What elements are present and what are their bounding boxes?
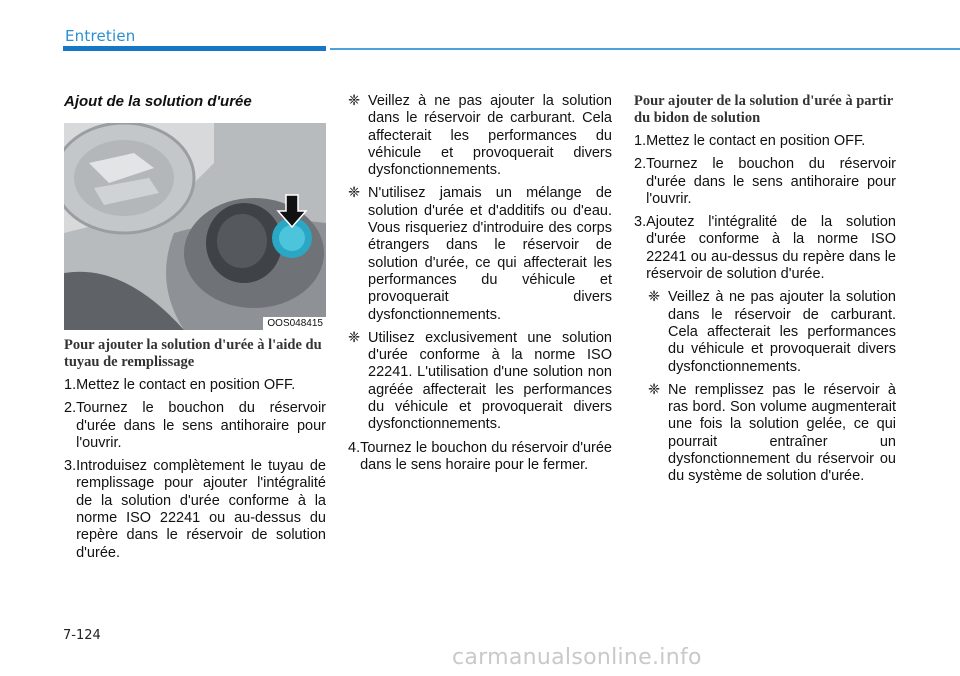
warning-bullet bbox=[648, 289, 896, 375]
column-2-body bbox=[348, 93, 612, 480]
header-bar-dark bbox=[63, 46, 326, 51]
step-number: 1. bbox=[634, 133, 647, 149]
header-bar-light bbox=[330, 48, 960, 50]
bullet-text: Veillez à ne pas ajouter la solution dans le réservoir de carburant. Cela affecterait les performances du véhicule et provoquerait divers dysfonctionnements. bbox=[368, 93, 612, 179]
col1-step-2 bbox=[64, 400, 326, 452]
fuel-door-illustration bbox=[64, 123, 326, 330]
col2-step-4 bbox=[348, 440, 612, 475]
bullet-text: Utilisez exclusivement une solution d'urée conforme à la norme ISO 22241. L'utilisation d'une solution non agréée affecterait les performances du véhicule et provoquerait divers dysfonctionnements. bbox=[368, 329, 612, 433]
bullet-icon: ❈ bbox=[348, 93, 361, 109]
column-3-subheading: Pour ajouter de la solution d'urée à partir du bidon de solution bbox=[634, 93, 893, 126]
bullet-text: N'utilisez jamais un mélange de solution d'urée et d'additifs ou d'eau. Vous risqueriez d'introduire des corps étrangers dans le réservoir de solution d'urée, ce qui affecterait les performances du véhicule et provoquerait divers dysfonctionnements. bbox=[368, 185, 612, 323]
bullet-icon: ❈ bbox=[648, 289, 661, 306]
step-text: Mettez le contact en position OFF. bbox=[646, 133, 866, 149]
step-text: Introduisez complètement le tuyau de remplissage pour ajouter l'intégralité de la solution d'urée conforme à la norme ISO 22241 ou au-dessus du repère dans le réservoir de solution d'urée. bbox=[76, 458, 326, 561]
warning-bullet bbox=[648, 382, 896, 486]
step-number: 1. bbox=[64, 377, 77, 393]
warning-bullet bbox=[348, 93, 612, 179]
step-text: Tournez le bouchon du réservoir d'urée dans le sens horaire pour le fermer. bbox=[360, 439, 612, 473]
step-number: 2. bbox=[634, 156, 647, 173]
warning-bullet bbox=[348, 330, 612, 434]
step-text: Ajoutez l'intégralité de la solution d'urée conforme à la norme ISO 22241 ou au-dessus du repère dans le réservoir de solution d'urée. bbox=[646, 214, 896, 283]
bullet-icon: ❈ bbox=[648, 381, 661, 398]
image-caption: OOS048415 bbox=[263, 317, 326, 330]
col3-step-2 bbox=[634, 156, 896, 208]
warning-bullet bbox=[348, 185, 612, 323]
watermark: carmanualsonline.info bbox=[452, 645, 702, 670]
bullet-icon: ❈ bbox=[348, 329, 361, 346]
bullet-text: Veillez à ne pas ajouter la solution dans le réservoir de carburant. Cela affecterait les performances du véhicule et provoquerait divers dysfonctionnements. bbox=[668, 289, 896, 375]
bullet-icon: ❈ bbox=[348, 185, 361, 202]
column-1-subheading: Pour ajouter la solution d'urée à l'aide du tuyau de remplissage bbox=[64, 337, 322, 370]
bullet-text: Ne remplissez pas le réservoir à ras bord. Son volume augmenterait une fois la solution gelée, ce qui pourrait entraîner un dysfonctionnement du réservoir ou du système de solution d'urée. bbox=[668, 381, 896, 485]
step-number: 2. bbox=[64, 400, 77, 417]
column-3-body bbox=[634, 93, 896, 492]
step-number: 3. bbox=[634, 214, 647, 231]
col3-step-1 bbox=[634, 133, 896, 150]
page-number: 7-124 bbox=[63, 628, 101, 643]
column-1-body bbox=[64, 337, 326, 568]
urea-filler-photo bbox=[64, 123, 326, 330]
step-text: Mettez le contact en position OFF. bbox=[76, 377, 296, 393]
col3-step-3 bbox=[634, 214, 896, 283]
step-number: 4. bbox=[348, 439, 361, 456]
section-title: Entretien bbox=[65, 27, 136, 45]
col1-step-1 bbox=[64, 377, 326, 394]
step-number: 3. bbox=[64, 458, 77, 475]
step-text: Tournez le bouchon du réservoir d'urée dans le sens antihoraire pour l'ouvrir. bbox=[646, 156, 896, 207]
col3-bullet-group bbox=[634, 289, 896, 485]
column-1-heading: Ajout de la solution d'urée bbox=[64, 93, 252, 110]
col1-step-3 bbox=[64, 458, 326, 562]
step-text: Tournez le bouchon du réservoir d'urée dans le sens antihoraire pour l'ouvrir. bbox=[76, 400, 326, 451]
